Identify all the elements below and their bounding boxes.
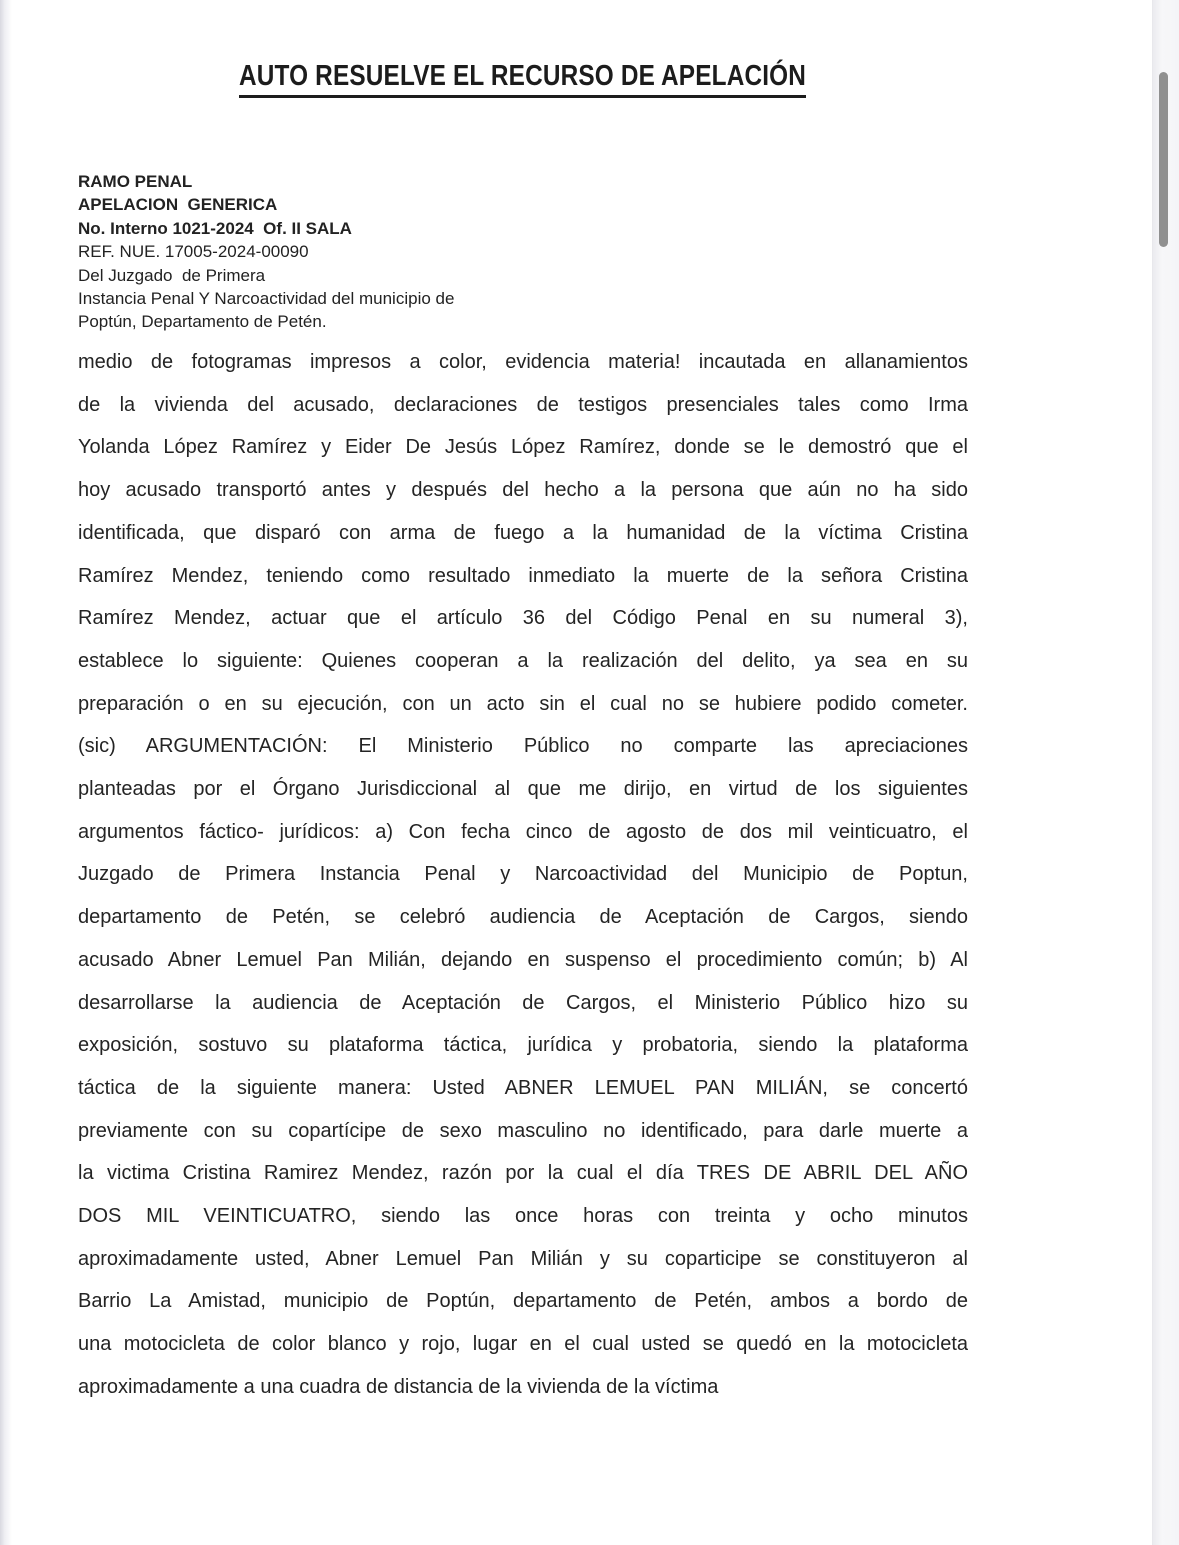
case-header <box>78 170 454 334</box>
case-header-line: Instancia Penal Y Narcoactividad del municipio de <box>78 289 455 309</box>
body-line: de la vivienda del acusado, declaraciones de testigos presenciales tales como Irma <box>78 393 968 416</box>
body-line: hoy acusado transportó antes y después del hecho a la persona que aún no ha sido <box>78 479 968 502</box>
scrollbar-thumb[interactable] <box>1159 72 1168 247</box>
case-header-line: No. Interno 1021-2024 Of. II SALA <box>78 218 352 238</box>
body-line: acusado Abner Lemuel Pan Milián, dejando en suspenso el procedimiento común; b) Al <box>78 948 968 971</box>
body-line: previamente con su copartícipe de sexo masculino no identificado, para darle muerte a <box>78 1119 968 1142</box>
body-line: táctica de la siguiente manera: Usted ABNER LEMUEL PAN MILIÁN, se concertó <box>78 1076 968 1099</box>
body-line: establece lo siguiente: Quienes cooperan a la realización del delito, ya sea en su <box>78 649 968 672</box>
body-line: planteadas por el Órgano Jurisdiccional al que me dirijo, en virtud de los siguientes <box>78 778 968 801</box>
body-line: Ramírez Mendez, teniendo como resultado inmediato la muerte de la señora Cristina <box>78 564 968 587</box>
body-line: Juzgado de Primera Instancia Penal y Narcoactividad del Municipio de Poptun, <box>78 863 968 886</box>
body-line: departamento de Petén, se celebró audiencia de Aceptación de Cargos, siendo <box>78 906 968 929</box>
case-header-line: RAMO PENAL <box>78 172 193 191</box>
body-line: la victima Cristina Ramirez Mendez, razón por la cual el día TRES DE ABRIL DEL AÑO <box>78 1162 968 1185</box>
body-line: identificada, que disparó con arma de fuego a la humanidad de la víctima Cristina <box>78 521 968 544</box>
case-header-line: Poptún, Departamento de Petén. <box>78 312 327 332</box>
scrollbar-track[interactable] <box>1152 0 1179 1545</box>
body-line: (sic) ARGUMENTACIÓN: El Ministerio Público no comparte las apreciaciones <box>78 735 968 758</box>
document-title: AUTO RESUELVE EL RECURSO DE APELACIÓN <box>239 60 806 98</box>
body-line: medio de fotogramas impresos a color, evidencia materia! incautada en allanamientos <box>78 351 968 373</box>
body-line: aproximadamente usted, Abner Lemuel Pan Milián y su coparticipe se constituyeron al <box>78 1247 968 1270</box>
body-line: Barrio La Amistad, municipio de Poptún, departamento de Petén, ambos a bordo de <box>78 1290 968 1313</box>
body-line: una motocicleta de color blanco y rojo, lugar en el cual usted se quedó en la motocicleta <box>78 1333 968 1356</box>
document-body <box>78 341 968 1409</box>
body-line: preparación o en su ejecución, con un acto sin el cual no se hubiere podido cometer. <box>78 692 968 715</box>
body-line: Yolanda López Ramírez y Eider De Jesús López Ramírez, donde se le demostró que el <box>78 436 968 459</box>
body-line: DOS MIL VEINTICUATRO, siendo las once horas con treinta y ocho minutos <box>78 1205 968 1228</box>
case-header-line: APELACION GENERICA <box>78 195 278 215</box>
title-row <box>78 60 968 98</box>
body-line: exposición, sostuvo su plataforma táctica, jurídica y probatoria, siendo la plataforma <box>78 1034 968 1057</box>
body-line: desarrollarse la audiencia de Aceptación de Cargos, el Ministerio Público hizo su <box>78 991 968 1014</box>
case-header-line: REF. NUE. 17005-2024-00090 <box>78 242 309 262</box>
page-edge-shadow <box>0 0 12 1545</box>
body-line: aproximadamente a una cuadra de distancia de la vivienda de la víctima <box>78 1375 719 1398</box>
body-line: argumentos fáctico- jurídicos: a) Con fecha cinco de agosto de dos mil veinticuatro, el <box>78 820 968 843</box>
case-header-line: Del Juzgado de Primera <box>78 265 266 285</box>
body-line: Ramírez Mendez, actuar que el artículo 36 del Código Penal en su numeral 3), <box>78 607 968 630</box>
